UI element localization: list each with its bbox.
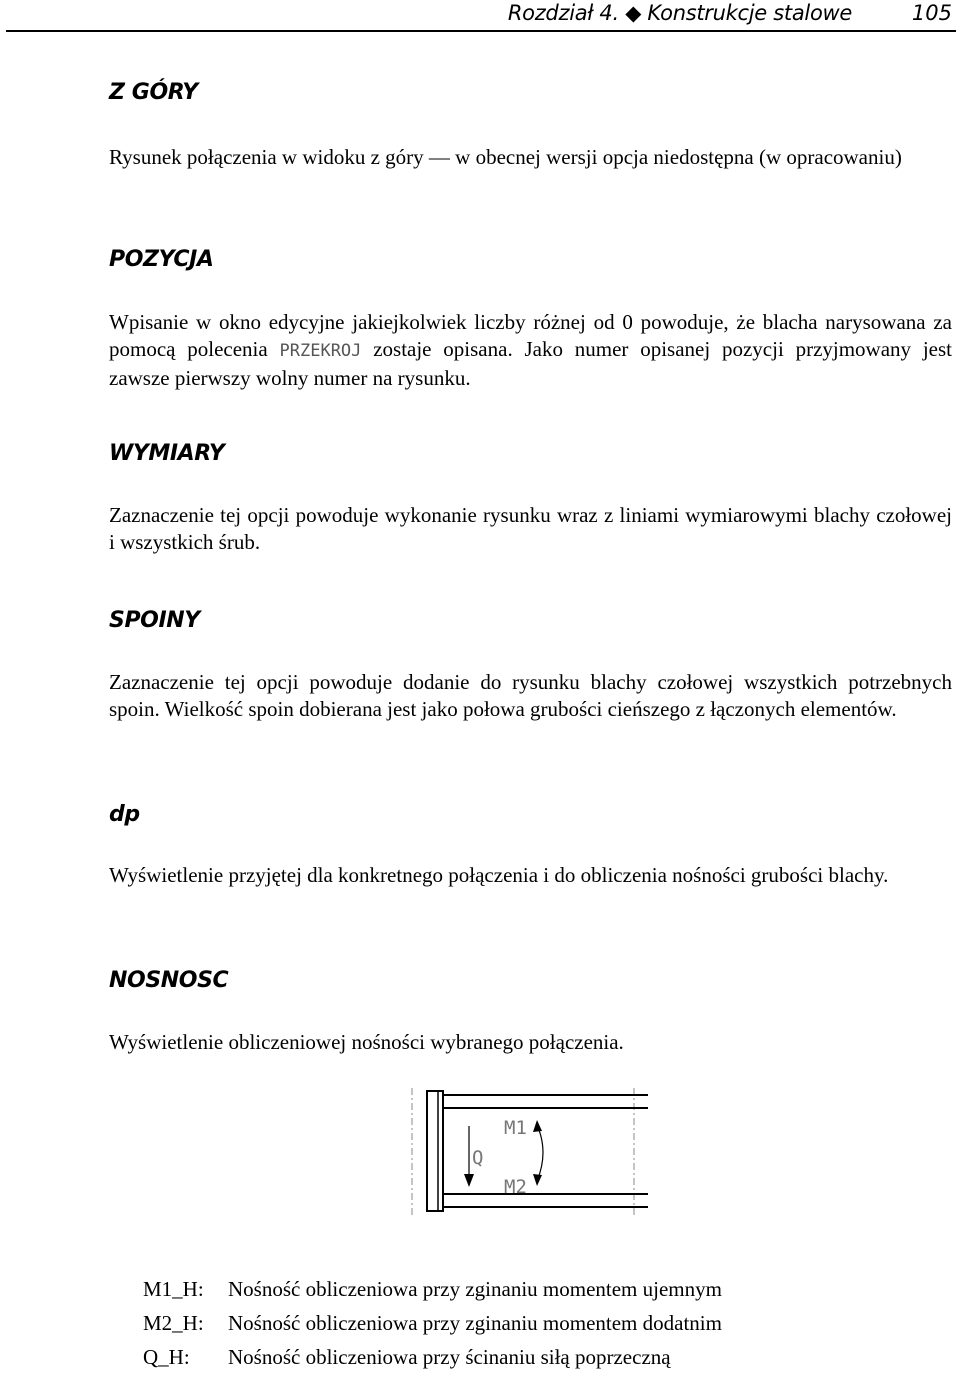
label-m1: M1: [504, 1117, 527, 1139]
paragraph-pozycja: [109, 309, 952, 392]
heading-spoiny: SPOINY: [109, 608, 200, 633]
end-plate: [427, 1091, 443, 1211]
legend-item: [143, 1306, 722, 1340]
legend-key: M2_H:: [143, 1311, 204, 1335]
legend-desc: Nośność obliczeniowa przy ścinaniu siłą poprzeczną: [228, 1345, 671, 1369]
legend-key: Q_H:: [143, 1345, 190, 1369]
paragraph-nosnosc: Wyświetlenie obliczeniowej nośności wybranego połączenia.: [109, 1030, 624, 1054]
command-przekroj: PRZEKROJ: [279, 341, 362, 361]
header-rule: [6, 30, 956, 32]
connection-diagram: [400, 1084, 660, 1224]
paragraph-wymiary: Zaznaczenie tej opcji powoduje wykonanie rysunku wraz z liniami wymiarowymi blachy czołowej i wszystkich śrub.: [109, 503, 952, 554]
pozycja-text-before: Wpisanie w okno edycyjne jakiejkolwiek liczby różnej od 0 powoduje, że blacha narysowana za pomocą polecenia: [109, 310, 952, 361]
legend-desc: Nośność obliczeniowa przy zginaniu momentem ujemnym: [228, 1277, 722, 1301]
page-number: 105: [911, 1, 952, 25]
heading-z-gory: Z GÓRY: [109, 80, 198, 105]
running-header: [0, 0, 960, 32]
chapter-title: Rozdział 4. ◆ Konstrukcje stalowe: [507, 1, 852, 25]
legend-item: [143, 1340, 722, 1374]
pozycja-text-after: zostaje opisana. Jako numer opisanej pozycji przyjmowany jest zawsze pierwszy wolny numer na rysunku.: [109, 337, 952, 390]
shear-force-arrowhead: [464, 1174, 474, 1187]
moment-arrowhead-bottom: [533, 1174, 542, 1186]
legend-item: [143, 1272, 722, 1306]
result-legend: [143, 1272, 722, 1374]
paragraph-z-gory: Rysunek połączenia w widoku z góry — w obecnej wersji opcja niedostępna (w opracowaniu): [109, 145, 902, 169]
moment-arrowhead-top: [533, 1120, 542, 1132]
heading-wymiary: WYMIARY: [109, 441, 225, 466]
heading-dp: dp: [109, 802, 140, 827]
paragraph-spoiny: Zaznaczenie tej opcji powoduje dodanie do rysunku blachy czołowej wszystkich potrzebnych spoin. Wielkość spoin dobierana jest jako połowa grubości cieńszego z łączonych elementów.: [109, 670, 952, 721]
moment-arrow: [537, 1125, 543, 1181]
legend-key: M1_H:: [143, 1277, 204, 1301]
paragraph-dp: Wyświetlenie przyjętej dla konkretnego połączenia i do obliczenia nośności grubości blachy.: [109, 863, 889, 887]
label-m2: M2: [504, 1176, 527, 1198]
label-q: Q: [472, 1147, 484, 1169]
heading-pozycja: POZYCJA: [109, 247, 214, 272]
heading-nosnosc: NOSNOSC: [109, 968, 229, 993]
legend-desc: Nośność obliczeniowa przy zginaniu momentem dodatnim: [228, 1311, 722, 1335]
